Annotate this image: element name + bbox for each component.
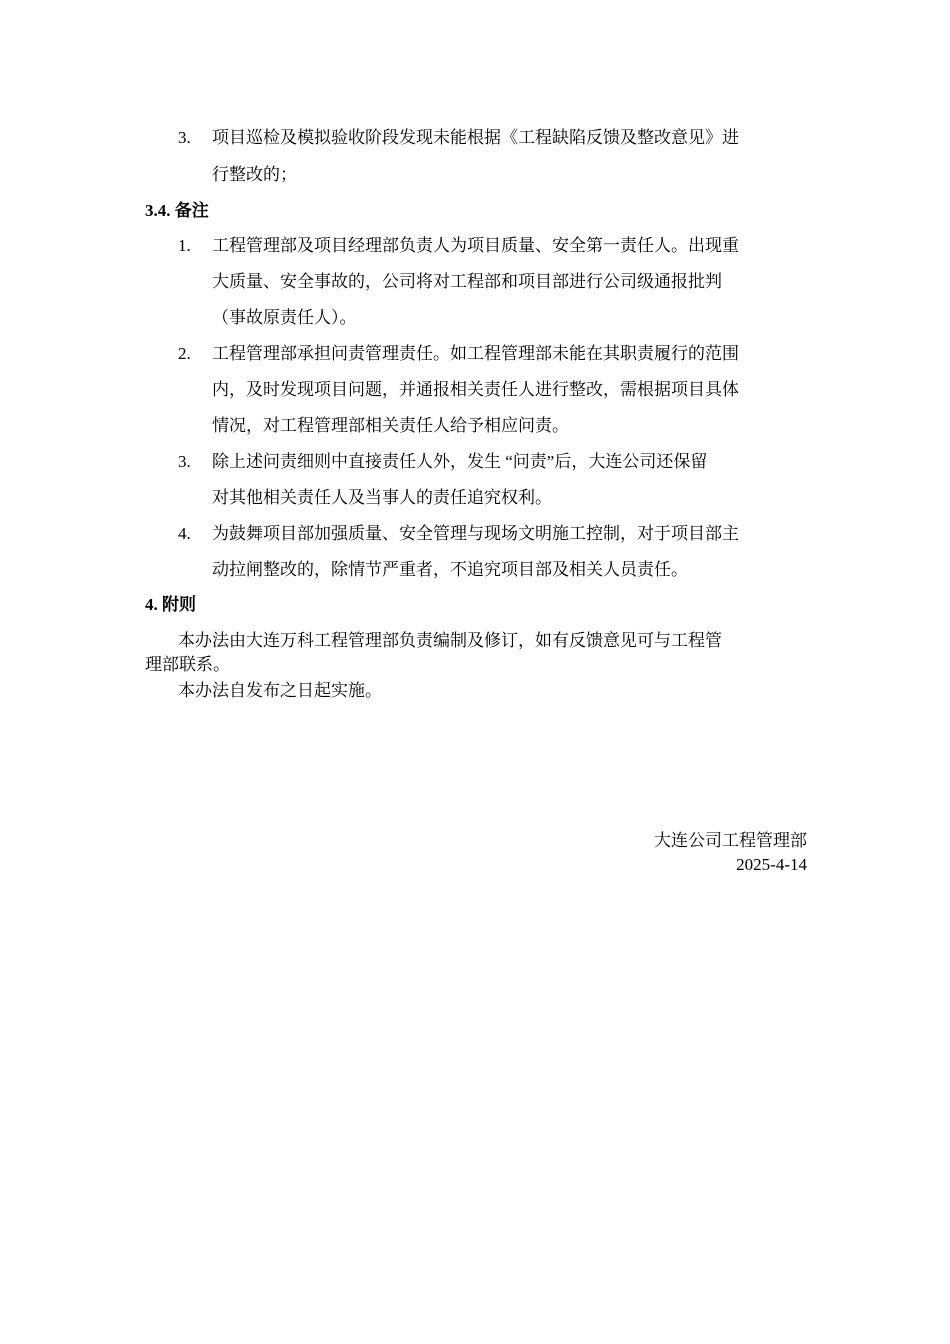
signature-date: 2025-4-14 bbox=[736, 855, 807, 874]
section-heading-4: 4. 附则 bbox=[145, 595, 196, 614]
list-text-line: 除上述问责细则中直接责任人外，发生 “问责”后，大连公司还保留 bbox=[212, 452, 708, 471]
list-text-line: 对其他相关责任人及当事人的责任追究权利。 bbox=[212, 488, 552, 507]
list-text-line: 为鼓舞项目部加强质量、安全管理与现场文明施工控制，对于项目部主 bbox=[212, 524, 739, 543]
list-text-line: 工程管理部及项目经理部负责人为项目质量、安全第一责任人。出现重 bbox=[212, 236, 739, 255]
list-text-line: 动拉闸整改的，除情节严重者，不追究项目部及相关人员责任。 bbox=[212, 560, 688, 579]
list-text-line: 项目巡检及模拟验收阶段发现未能根据《工程缺陷反馈及整改意见》进 bbox=[212, 128, 739, 147]
section-heading-3-4: 3.4. 备注 bbox=[145, 201, 209, 220]
paragraph-text: 本办法由大连万科工程管理部负责编制及修订，如有反馈意见可与工程管 bbox=[178, 631, 722, 650]
list-text-line: （事故原责任人）。 bbox=[212, 308, 357, 327]
list-number: 3. bbox=[178, 452, 191, 471]
list-text-line: 情况，对工程管理部相关责任人给予相应问责。 bbox=[212, 416, 569, 435]
list-number: 1. bbox=[178, 236, 191, 255]
paragraph-text: 本办法自发布之日起实施。 bbox=[178, 681, 382, 700]
list-number: 2. bbox=[178, 344, 191, 363]
list-text-line: 工程管理部承担问责管理责任。如工程管理部未能在其职责履行的范围 bbox=[212, 344, 739, 363]
list-number: 3. bbox=[178, 128, 191, 147]
paragraph-text: 理部联系。 bbox=[145, 655, 230, 674]
list-text-line: 内，及时发现项目问题，并通报相关责任人进行整改，需根据项目具体 bbox=[212, 380, 739, 399]
list-text-line: 大质量、安全事故的，公司将对工程部和项目部进行公司级通报批判 bbox=[212, 272, 722, 291]
list-number: 4. bbox=[178, 524, 191, 543]
signature-department: 大连公司工程管理部 bbox=[654, 831, 807, 850]
list-text-line: 行整改的； bbox=[212, 165, 297, 184]
